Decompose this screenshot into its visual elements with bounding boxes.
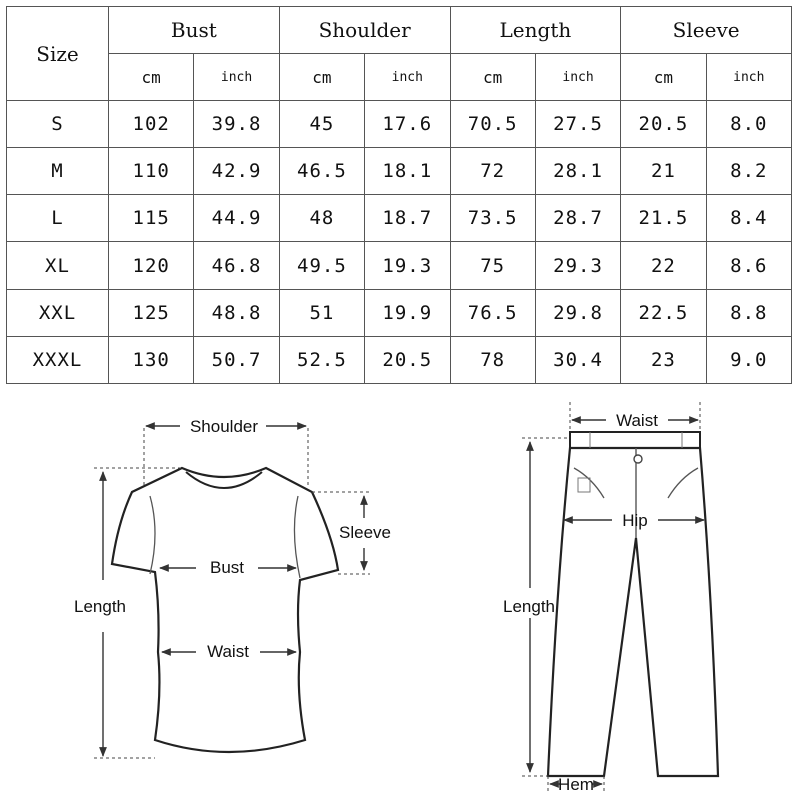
value-cell: 28.1 xyxy=(535,148,620,195)
value-cell: 72 xyxy=(450,148,535,195)
waist-label: Waist xyxy=(207,642,249,661)
size-cell: L xyxy=(7,195,109,242)
value-cell: 48 xyxy=(279,195,364,242)
value-cell: 22.5 xyxy=(621,289,706,336)
value-cell: 70.5 xyxy=(450,101,535,148)
size-cell: XXL xyxy=(7,289,109,336)
value-cell: 8.8 xyxy=(706,289,791,336)
value-cell: 19.3 xyxy=(365,242,450,289)
table-row xyxy=(7,336,792,383)
pants-hem-label: Hem xyxy=(558,775,594,794)
size-chart-table xyxy=(6,6,792,384)
size-rows xyxy=(7,101,792,384)
table-row xyxy=(7,148,792,195)
value-cell: 46.8 xyxy=(194,242,279,289)
pants-diagram xyxy=(503,402,718,794)
table-row xyxy=(7,289,792,336)
value-cell: 23 xyxy=(621,336,706,383)
value-cell: 21 xyxy=(621,148,706,195)
measurement-diagrams xyxy=(0,392,800,800)
value-cell: 76.5 xyxy=(450,289,535,336)
unit-header: inch xyxy=(194,54,279,101)
value-cell: 18.1 xyxy=(365,148,450,195)
table-row xyxy=(7,195,792,242)
shoulder-label: Shoulder xyxy=(189,417,259,436)
value-cell: 45 xyxy=(279,101,364,148)
value-cell: 9.0 xyxy=(706,336,791,383)
value-cell: 102 xyxy=(109,101,194,148)
header-row-groups xyxy=(7,7,792,54)
value-cell: 120 xyxy=(109,242,194,289)
value-cell: 27.5 xyxy=(535,101,620,148)
pants-outline xyxy=(548,448,718,776)
tshirt-diagram xyxy=(74,417,391,758)
value-cell: 110 xyxy=(109,148,194,195)
value-cell: 29.8 xyxy=(535,289,620,336)
value-cell: 48.8 xyxy=(194,289,279,336)
pants-button xyxy=(634,455,642,463)
value-cell: 39.8 xyxy=(194,101,279,148)
value-cell: 20.5 xyxy=(365,336,450,383)
pants-hip-label: Hip xyxy=(622,511,648,530)
value-cell: 130 xyxy=(109,336,194,383)
length-header: Length xyxy=(450,7,621,54)
unit-header: cm xyxy=(279,54,364,101)
value-cell: 17.6 xyxy=(365,101,450,148)
value-cell: 8.2 xyxy=(706,148,791,195)
value-cell: 78 xyxy=(450,336,535,383)
unit-header: inch xyxy=(365,54,450,101)
value-cell: 49.5 xyxy=(279,242,364,289)
value-cell: 18.7 xyxy=(365,195,450,242)
value-cell: 51 xyxy=(279,289,364,336)
size-cell: S xyxy=(7,101,109,148)
pants-waist-label: Waist xyxy=(616,411,658,430)
unit-header: cm xyxy=(109,54,194,101)
header-row-units xyxy=(7,54,792,101)
pants-length-label: Length xyxy=(503,597,555,616)
size-cell: M xyxy=(7,148,109,195)
value-cell: 8.6 xyxy=(706,242,791,289)
value-cell: 30.4 xyxy=(535,336,620,383)
length-label: Length xyxy=(74,597,126,616)
size-cell: XXXL xyxy=(7,336,109,383)
shoulder-header: Shoulder xyxy=(279,7,450,54)
value-cell: 73.5 xyxy=(450,195,535,242)
value-cell: 42.9 xyxy=(194,148,279,195)
unit-header: cm xyxy=(621,54,706,101)
unit-header: inch xyxy=(535,54,620,101)
value-cell: 125 xyxy=(109,289,194,336)
value-cell: 28.7 xyxy=(535,195,620,242)
value-cell: 44.9 xyxy=(194,195,279,242)
unit-header: cm xyxy=(450,54,535,101)
table-row xyxy=(7,101,792,148)
bust-header: Bust xyxy=(109,7,280,54)
tshirt-outline xyxy=(112,468,338,752)
value-cell: 29.3 xyxy=(535,242,620,289)
value-cell: 50.7 xyxy=(194,336,279,383)
value-cell: 115 xyxy=(109,195,194,242)
value-cell: 8.4 xyxy=(706,195,791,242)
value-cell: 8.0 xyxy=(706,101,791,148)
value-cell: 52.5 xyxy=(279,336,364,383)
sleeve-header: Sleeve xyxy=(621,7,792,54)
value-cell: 19.9 xyxy=(365,289,450,336)
bust-label: Bust xyxy=(209,558,245,577)
size-cell: XL xyxy=(7,242,109,289)
value-cell: 46.5 xyxy=(279,148,364,195)
value-cell: 22 xyxy=(621,242,706,289)
table-row xyxy=(7,242,792,289)
value-cell: 75 xyxy=(450,242,535,289)
sleeve-label: Sleeve xyxy=(339,523,391,542)
value-cell: 21.5 xyxy=(621,195,706,242)
unit-header: inch xyxy=(706,54,791,101)
value-cell: 20.5 xyxy=(621,101,706,148)
size-column-header: Size xyxy=(7,7,109,101)
